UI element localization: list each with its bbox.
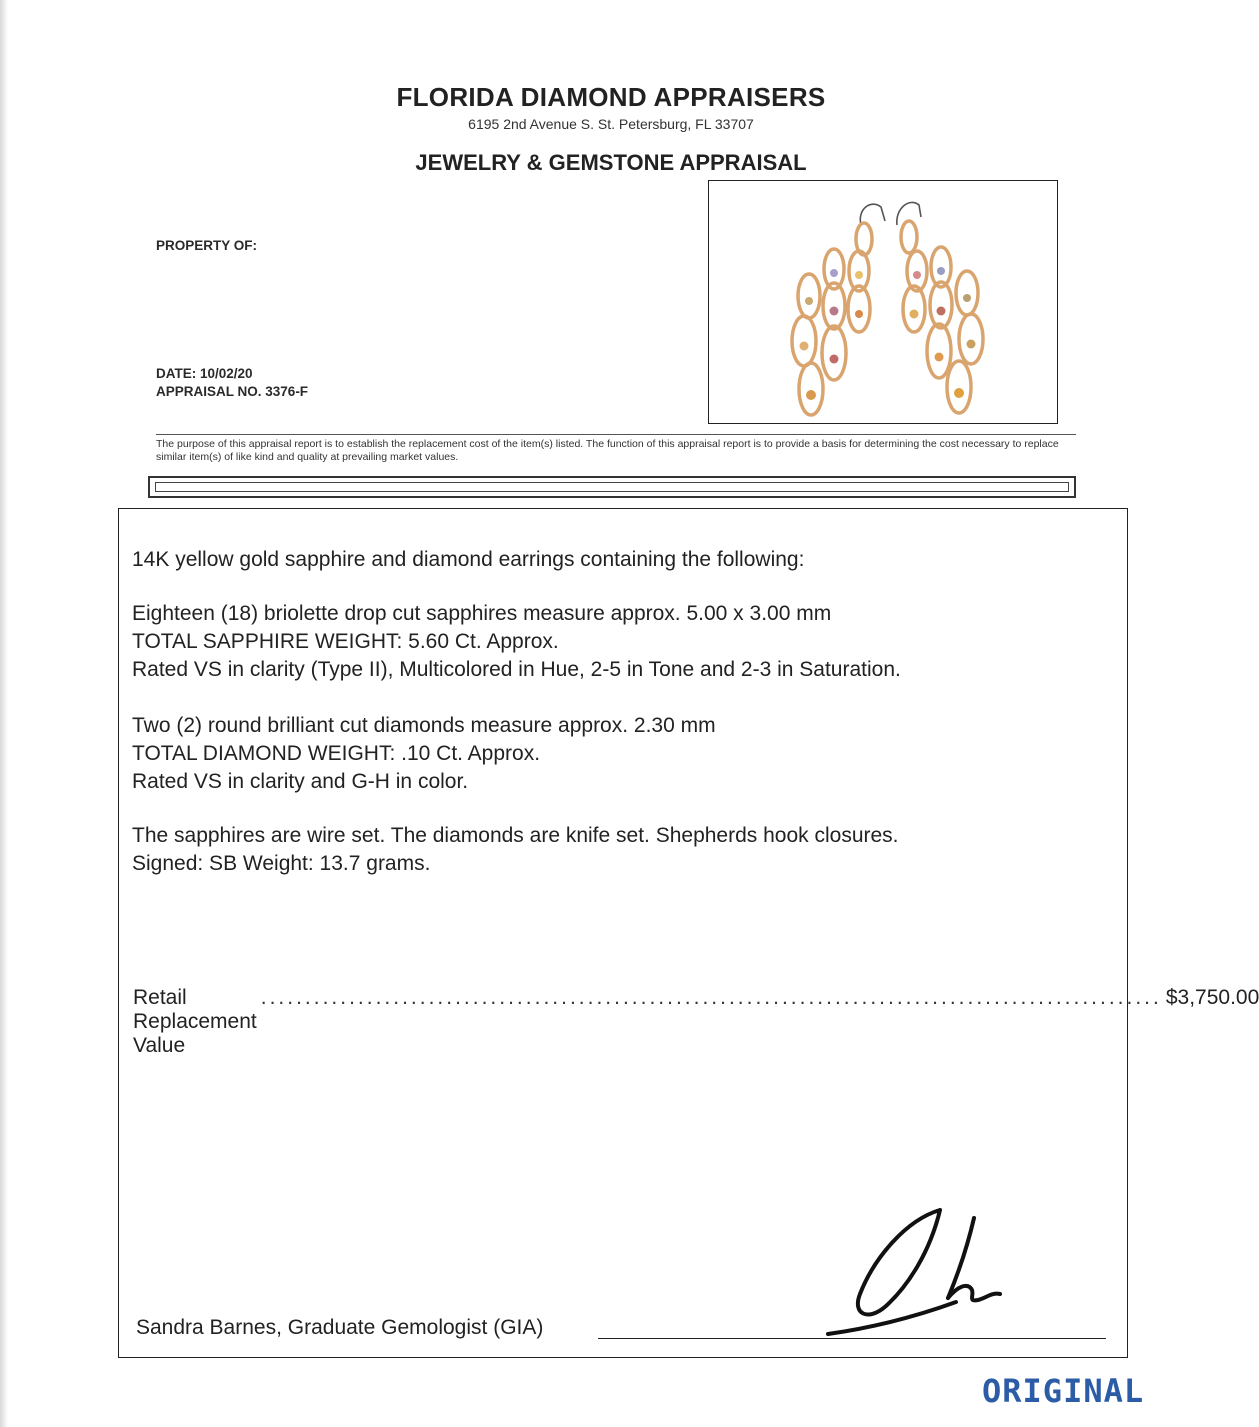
diamond-line-2: TOTAL DIAMOND WEIGHT: .10 Ct. Approx. (132, 742, 541, 765)
signature-line (598, 1338, 1106, 1339)
sapphire-line-3: Rated VS in clarity (Type II), Multicolored in Hue, 2-5 in Tone and 2-3 in Saturation. (132, 658, 901, 681)
appraisal-number-value: 3376-F (265, 384, 309, 399)
date-row (156, 366, 253, 381)
retail-value-label: Retail Replacement Value (133, 986, 257, 1057)
item-intro: 14K yellow gold sapphire and diamond earrings containing the following: (132, 548, 805, 571)
dot-leader: ...................................................................................................... (260, 986, 1162, 1009)
retail-value-amount: $3,750.00 (1165, 986, 1259, 1009)
appraiser-name: Sandra Barnes, Graduate Gemologist (GIA) (136, 1316, 544, 1339)
retail-value-row (133, 986, 1259, 1057)
date-value: 10/02/20 (200, 366, 253, 381)
decorative-band (148, 476, 1076, 498)
scan-edge-shadow (0, 0, 8, 1427)
appraisal-number-label: APPRAISAL NO. (156, 384, 262, 399)
company-address: 6195 2nd Avenue S. St. Petersburg, FL 33707 (468, 116, 754, 132)
earrings-photo (709, 181, 1057, 423)
diamond-line-3: Rated VS in clarity and G-H in color. (132, 770, 469, 793)
handwritten-signature (822, 1196, 1012, 1346)
purpose-statement: The purpose of this appraisal report is to establish the replacement cost of the item(s) listed. The function of this appraisal report is to provide a basis for determining the cost necessary to replace similar item(s) of like kind and quality at prevailing market values. (156, 434, 1076, 464)
setting-line-2: Signed: SB Weight: 13.7 grams. (132, 852, 431, 875)
diamond-line-1: Two (2) round brilliant cut diamonds measure approx. 2.30 mm (132, 714, 716, 737)
sapphire-line-1: Eighteen (18) briolette drop cut sapphires measure approx. 5.00 x 3.00 mm (132, 602, 832, 625)
setting-line-1: The sapphires are wire set. The diamonds are knife set. Shepherds hook closures. (132, 824, 899, 847)
appraisal-number-row (156, 384, 308, 399)
document-title: JEWELRY & GEMSTONE APPRAISAL (415, 150, 807, 175)
property-of-label: PROPERTY OF: (156, 238, 258, 253)
date-label: DATE: (156, 366, 197, 381)
company-name: FLORIDA DIAMOND APPRAISERS (396, 82, 826, 112)
sapphire-line-2: TOTAL SAPPHIRE WEIGHT: 5.60 Ct. Approx. (132, 630, 559, 653)
item-photo-frame (708, 180, 1058, 424)
original-stamp: ORIGINAL (982, 1372, 1145, 1410)
